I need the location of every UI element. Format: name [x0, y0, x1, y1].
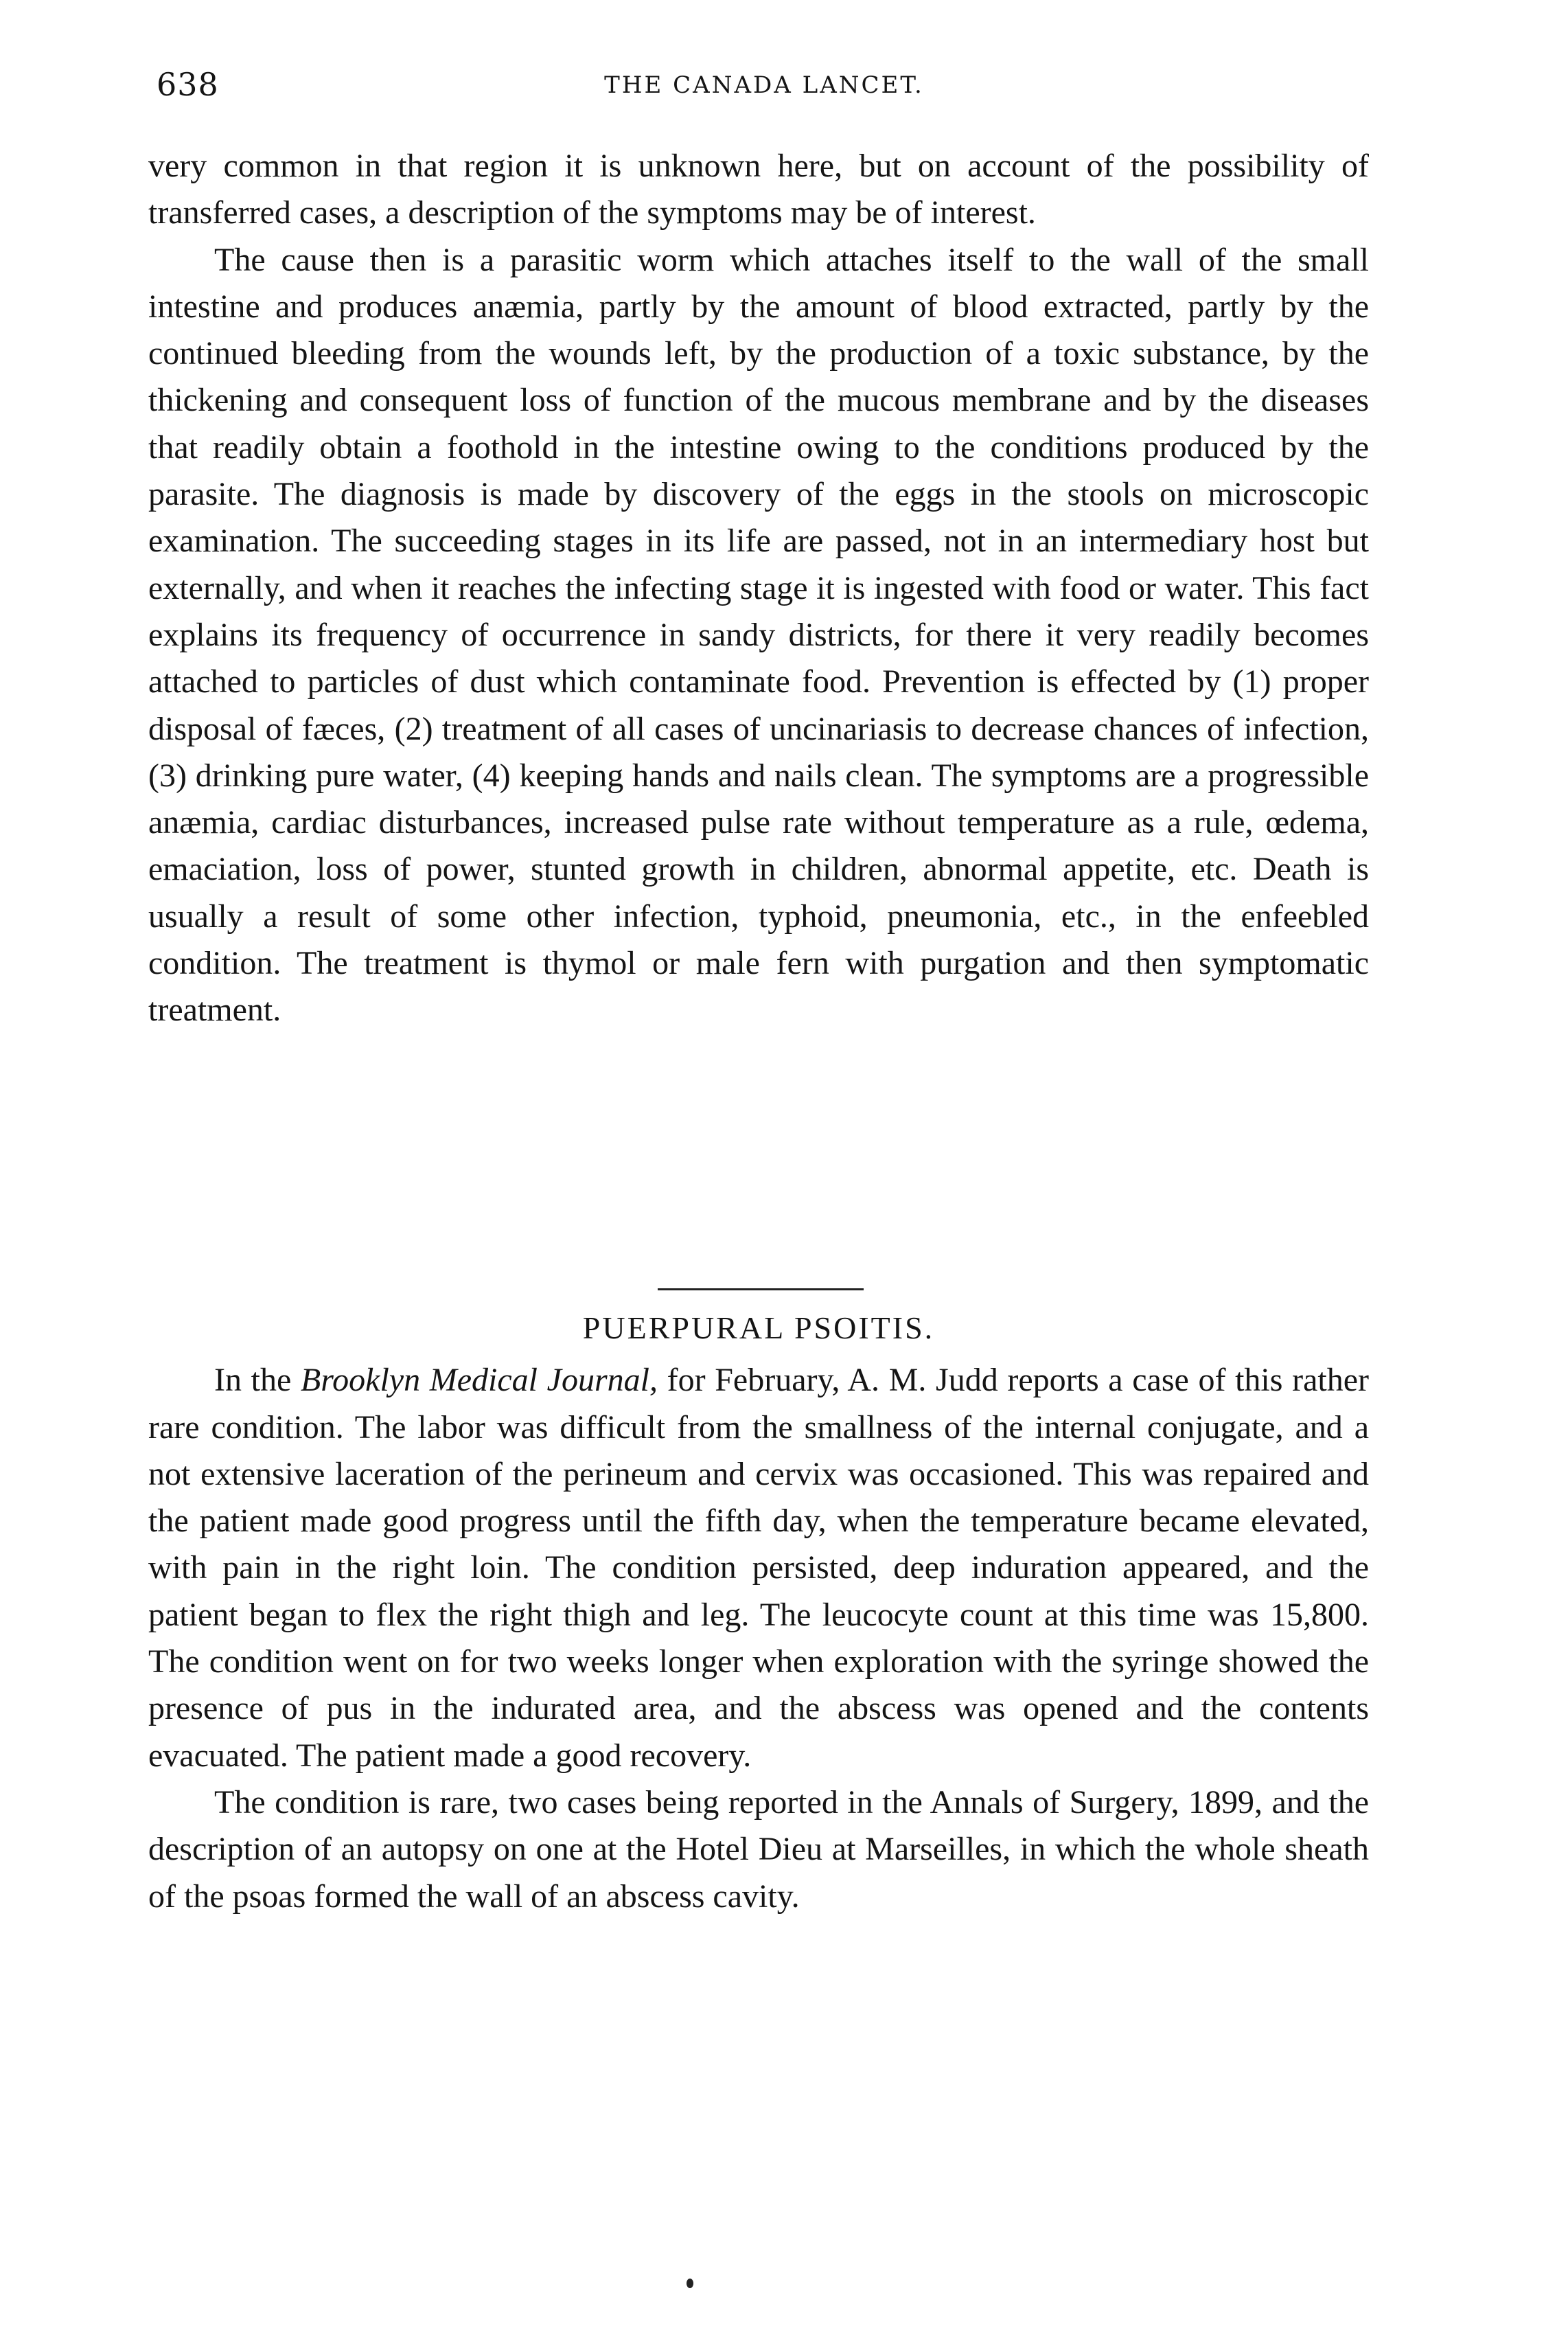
paragraph: The condition is rare, two cases being reported in the Annals of Surgery, 1899, and the description of an autopsy on one at the Hotel Dieu at Marseilles, in which the whole sheath of the psoas formed the wall of an abscess cavity.: [148, 1783, 1369, 1915]
page-header: [157, 66, 1372, 121]
article-puerperal-psoitis: [148, 1305, 1369, 1920]
paragraph: The cause then is a parasitic worm which attaches itself to the wall of the small intestine and produces anæmia, partly by the amount of blood extracted, partly by the continued bleeding from the wounds left, by the production of a toxic substance, by the thickening and consequent loss of function of the mucous membrane and by the diseases that readily obtain a foothold in the intestine owing to the conditions produced by the parasite. The diagnosis is made by discovery of the eggs in the stools on microscopic examination. The succeeding stages in its life are passed, not in an intermediary host but externally, and when it reaches the infecting stage it is ingested with food or water. This fact explains its frequency of occurrence in sandy districts, for there it very readily becomes attached to particles of dust which contaminate food. Prevention is effected by (1) proper disposal of fæces, (2) treatment of all cases of uncinariasis to decrease chances of infection, (3) drinking pure water, (4) keeping hands and nails clean. The symptoms are a progressible anæmia, cardiac disturbances, increased pulse rate without temperature as a rule, œdema, emaciation, loss of power, stunted growth in children, abnormal appetite, etc. Death is usually a result of some other infection, typhoid, pneumonia, etc., in the enfeebled condition. The treatment is thymol or male fern with purgation and then symptomatic treatment.: [148, 241, 1369, 1029]
running-title: THE CANADA LANCET.: [604, 71, 924, 99]
journal-name: Brooklyn Medical Journal,: [300, 1362, 658, 1399]
paragraph: very common in that region it is unknown here, but on account of the possibility of transferred cases, a description of the symptoms may be of interest.: [148, 148, 1369, 231]
printer-mark: [687, 2279, 693, 2288]
page-number: 638: [157, 66, 219, 103]
paragraph-text: for February, A. M. Judd reports a case of this rather rare condition. The labor was difficult from the smallness of the internal conjugate, and a not extensive laceration of the perineum and cervix was occasioned. This was repaired and the patient made good progress until the fifth day, when the temperature became elevated, with pain in the right loin. The condition persisted, deep induration appeared, and the patient began to flex the right thigh and leg. The leucocyte count at this time was 15,800. The condition went on for two weeks longer when exploration with the syringe showed the presence of pus in the indurated area, and the abscess was opened and the contents evacuated. The patient made a good recovery.: [148, 1362, 1370, 1774]
paragraph-start: In the: [214, 1362, 301, 1399]
section-divider: [658, 1288, 864, 1290]
section-title: PUERPURAL PSOITIS.: [582, 1310, 935, 1345]
article-continuation: [148, 143, 1369, 1034]
paragraph: [148, 1357, 1369, 1779]
